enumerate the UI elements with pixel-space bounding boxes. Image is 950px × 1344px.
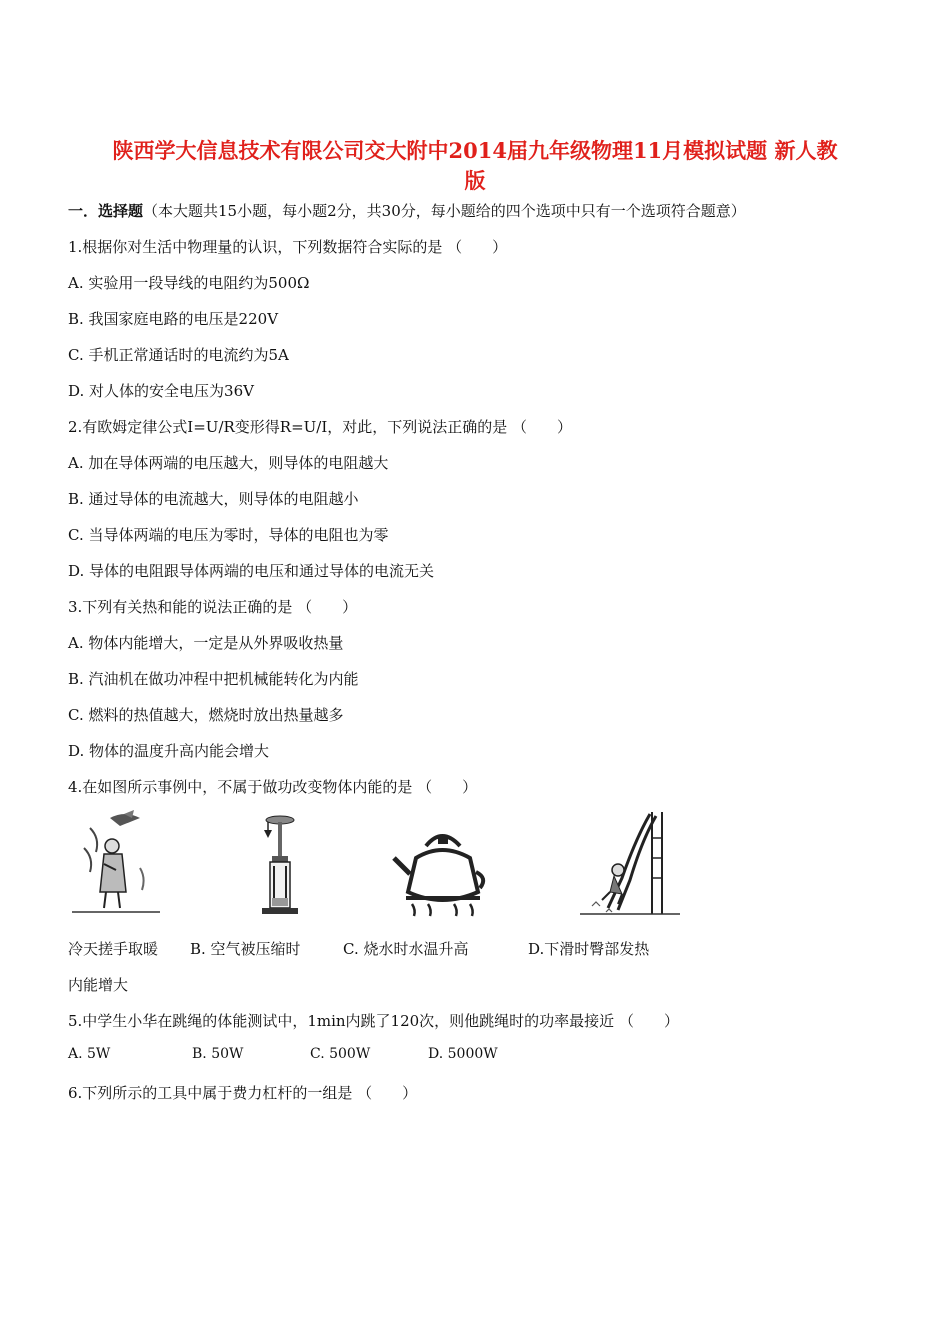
rubbing-hands-figure [70, 808, 162, 920]
caption-continuation: 内能增大 [68, 976, 129, 994]
slide-figure [578, 808, 682, 920]
question-2-option-c: C. 当导体两端的电压为零时，导体的电阻也为零 [68, 526, 389, 544]
question-2-option-a: A. 加在导体两端的电压越大，则导体的电阻越大 [68, 454, 389, 472]
question-3-option-a: A. 物体内能增大，一定是从外界吸收热量 [68, 634, 344, 652]
question-5-option-b: B. 50W [192, 1046, 244, 1062]
caption-b: B. 空气被压缩时 [190, 940, 301, 958]
question-5-option-a: A. 5W [68, 1046, 111, 1062]
question-6-stem: 6.下列所示的工具中属于费力杠杆的一组是 （ ） [68, 1084, 418, 1102]
question-4-stem: 4.在如图所示事例中，不属于做功改变物体内能的是 （ ） [68, 778, 478, 796]
question-1-stem: 1.根据你对生活中物理量的认识，下列数据符合实际的是 （ ） [68, 238, 508, 256]
document-title-line1: 陕西学大信息技术有限公司交大附中2014届九年级物理11月模拟试题 新人教 [112, 138, 838, 163]
question-1-option-b: B. 我国家庭电路的电压是220V [68, 310, 279, 328]
question-3-stem: 3.下列有关热和能的说法正确的是 （ ） [68, 598, 358, 616]
question-2-option-b: B. 通过导体的电流越大，则导体的电阻越小 [68, 490, 359, 508]
section-heading [68, 200, 746, 221]
question-5-stem: 5.中学生小华在跳绳的体能测试中，1min内跳了120次，则他跳绳时的功率最接近 （ ） [68, 1012, 679, 1030]
question-1-option-d: D. 对人体的安全电压为36V [68, 382, 254, 400]
question-3-option-b: B. 汽油机在做功冲程中把机械能转化为内能 [68, 670, 359, 688]
section-heading-note: （本大题共15小题，每小题2分，共30分，每小题给的四个选项中只有一个选项符合题意） [143, 202, 746, 220]
caption-d: D.下滑时臀部发热 [528, 940, 650, 958]
caption-c: C. 烧水时水温升高 [343, 940, 469, 958]
question-5-option-d: D. 5000W [428, 1046, 498, 1062]
question-2-option-d: D. 导体的电阻跟导体两端的电压和通过导体的电流无关 [68, 562, 435, 580]
question-1-option-c: C. 手机正常通话时的电流约为5A [68, 346, 289, 364]
question-3-option-c: C. 燃料的热值越大，燃烧时放出热量越多 [68, 706, 344, 724]
air-compression-figure [250, 808, 310, 920]
boiling-kettle-figure [392, 828, 494, 918]
question-4-figures [60, 808, 700, 920]
question-2-stem: 2.有欧姆定律公式I=U/R变形得R=U/I，对此，下列说法正确的是 （ ） [68, 418, 573, 436]
document-title-line2: 版 [464, 168, 486, 193]
question-1-option-a: A. 实验用一段导线的电阻约为500Ω [68, 274, 310, 292]
question-5-option-c: C. 500W [310, 1046, 371, 1062]
section-heading-label: 一．选择题 [68, 202, 144, 220]
question-3-option-d: D. 物体的温度升高内能会增大 [68, 742, 270, 760]
caption-a: 冷天搓手取暖 [68, 940, 159, 958]
